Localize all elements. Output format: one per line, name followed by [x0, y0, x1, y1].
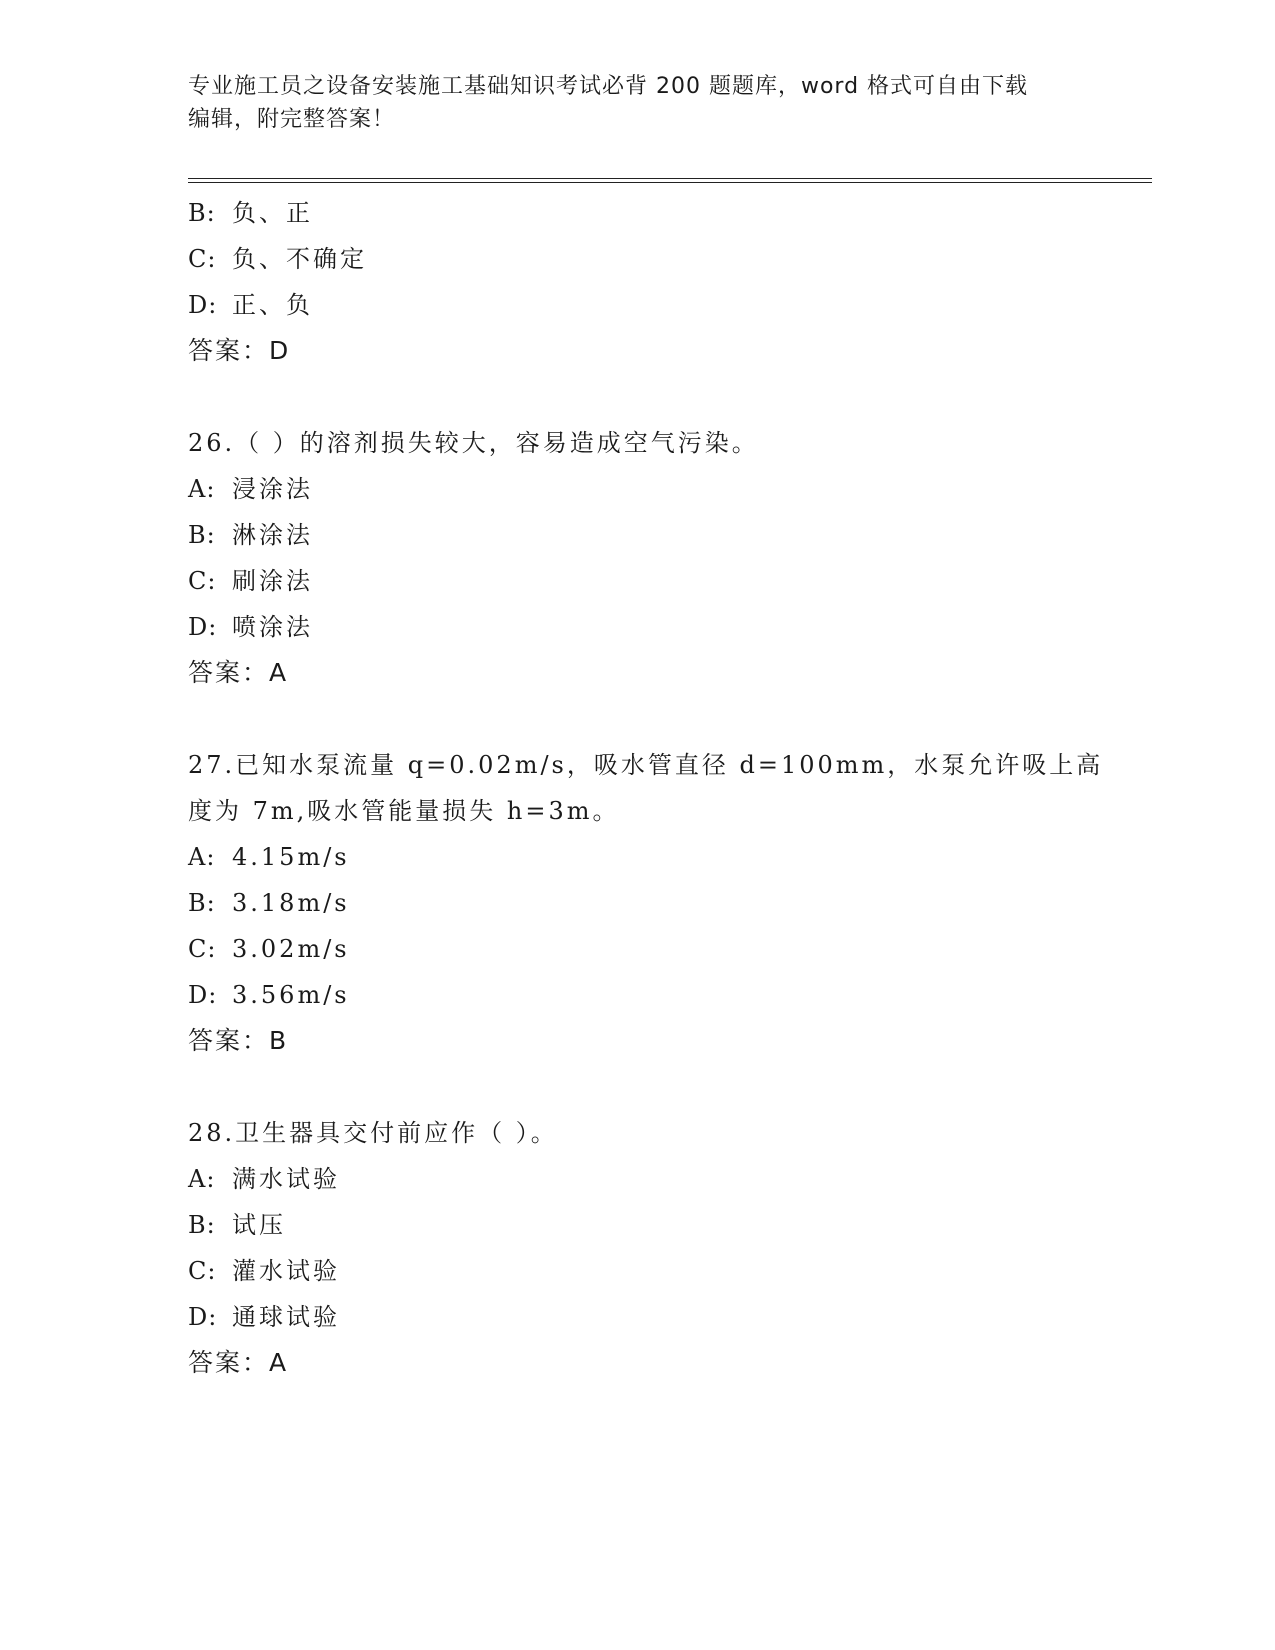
answer-line: 答案：A — [188, 658, 289, 687]
option-a: A: 4.15m/s — [188, 843, 350, 871]
document-header — [188, 70, 1088, 136]
option-c: C: 负、不确定 — [188, 245, 367, 273]
option-d: D: 喷涂法 — [188, 613, 313, 641]
answer-line: 答案：B — [188, 1026, 289, 1055]
option-c: C: 灌水试验 — [188, 1257, 340, 1285]
question-stem-line-1: 27.已知水泵流量 q=0.02m/s，吸水管直径 d=100mm，水泵允许吸上高 — [188, 751, 1104, 779]
answer-line: 答案：D — [188, 336, 291, 365]
option-c: C: 刷涂法 — [188, 567, 313, 595]
question-block-26 — [188, 420, 1088, 696]
option-b: B: 3.18m/s — [188, 889, 350, 917]
question-block-27 — [188, 742, 1104, 1064]
option-b: B: 负、正 — [188, 199, 313, 227]
question-block-prev — [188, 190, 1088, 374]
option-c: C: 3.02m/s — [188, 935, 350, 963]
option-a: A: 满水试验 — [188, 1165, 340, 1193]
header-line-2: 编辑，附完整答案！ — [188, 107, 396, 132]
option-d: D: 正、负 — [188, 291, 313, 319]
header-divider-top — [188, 178, 1152, 179]
question-stem: 28.卫生器具交付前应作（ ）。 — [188, 1119, 558, 1147]
answer-line: 答案：A — [188, 1348, 289, 1377]
question-stem-line-2: 度为 7m,吸水管能量损失 h=3m。 — [188, 797, 620, 825]
header-line-1: 专业施工员之设备安装施工基础知识考试必背 200 题题库，word 格式可自由下载 — [188, 74, 1029, 99]
option-d: D: 通球试验 — [188, 1303, 340, 1331]
option-b: B: 试压 — [188, 1211, 286, 1239]
question-list — [188, 190, 1104, 1386]
option-a: A: 浸涂法 — [188, 475, 313, 503]
option-b: B: 淋涂法 — [188, 521, 313, 549]
option-d: D: 3.56m/s — [188, 981, 350, 1009]
question-block-28 — [188, 1110, 1088, 1386]
header-divider-bottom — [188, 182, 1152, 183]
question-stem: 26.（ ）的溶剂损失较大，容易造成空气污染。 — [188, 429, 759, 457]
